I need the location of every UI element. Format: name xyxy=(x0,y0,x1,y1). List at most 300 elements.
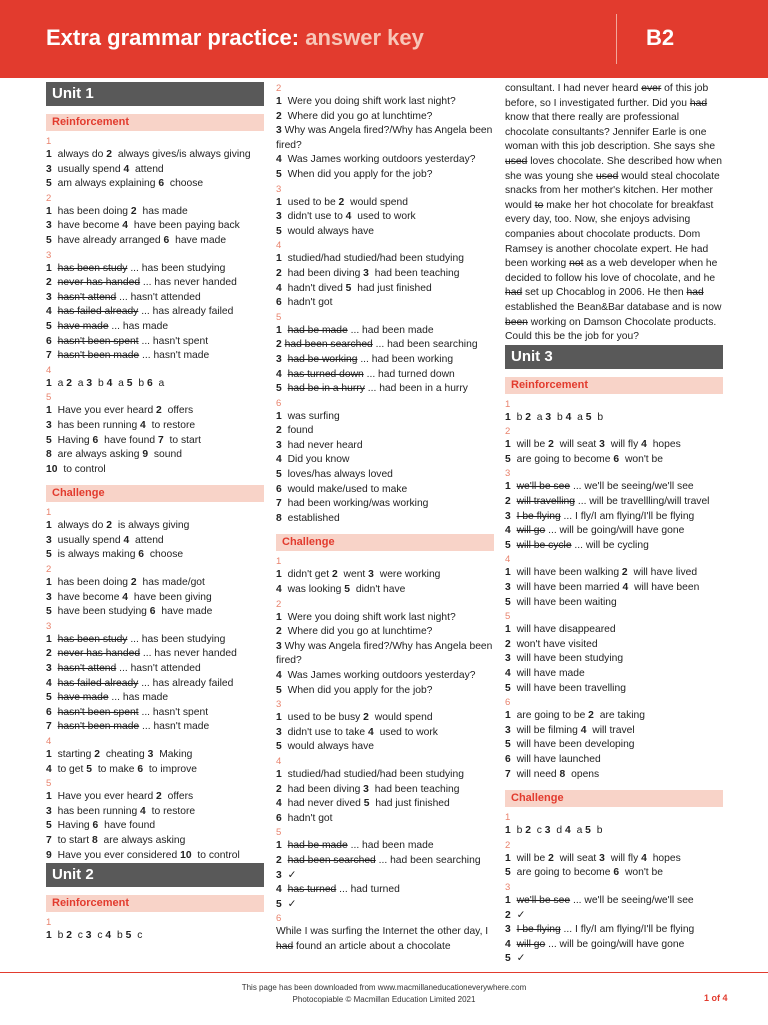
correction-text: ... had turned down xyxy=(363,368,455,380)
answer-text: won't be xyxy=(622,867,663,879)
correction-text: ... I fly/I am flying/I'll be flying xyxy=(560,510,695,522)
paragraph-text: established the Bean&Bar database and is now xyxy=(505,301,722,313)
answer-line xyxy=(46,419,264,434)
answer-line xyxy=(46,591,264,606)
answer-text: would make/used to make xyxy=(284,483,408,495)
crossed-out-error: I be flying xyxy=(516,510,561,522)
exercise-number: 2 xyxy=(505,839,511,851)
answer-text: d xyxy=(553,825,565,837)
item-number: 4 xyxy=(367,726,374,738)
paragraph-text: While I was surfing the Internet the other day, I xyxy=(276,926,489,938)
item-number: 1 xyxy=(46,633,52,645)
exercise-number: 3 xyxy=(505,468,511,480)
answer-text: was looking xyxy=(284,584,345,596)
item-number: 2 xyxy=(525,825,531,837)
answer-text: hopes xyxy=(649,852,681,864)
item-number: 2 xyxy=(525,411,531,423)
item-number: 4 xyxy=(276,798,282,810)
answer-text: didn't get xyxy=(284,569,332,581)
answer-text: a xyxy=(573,825,586,837)
answer-line xyxy=(46,748,264,763)
exercise-number: 1 xyxy=(276,556,282,568)
answer-text: have made xyxy=(172,234,227,246)
unit-heading: Unit 3 xyxy=(505,345,723,369)
exercise-number: 2 xyxy=(276,598,282,610)
item-number: 10 xyxy=(46,463,58,475)
unit-heading: Unit 2 xyxy=(46,863,264,887)
exercise-number: 2 xyxy=(46,564,52,576)
crossed-out-error: hasn't been spent xyxy=(57,335,139,347)
crossed-out-error: had be made xyxy=(287,840,348,852)
answer-line xyxy=(46,834,264,849)
answer-line xyxy=(276,497,494,512)
header-banner xyxy=(0,0,768,78)
exercise-number: 1 xyxy=(46,917,52,929)
header-divider xyxy=(616,14,617,64)
answer-text: used to be busy xyxy=(284,712,364,724)
exercise-number: 1 xyxy=(46,507,52,519)
answer-line xyxy=(276,153,494,168)
answer-text: c xyxy=(94,930,106,942)
crossed-out-error: had been searched xyxy=(284,339,373,351)
answer-text: usually spend xyxy=(54,163,124,175)
answer-line xyxy=(276,625,494,640)
item-number: 4 xyxy=(276,368,282,380)
answer-text: cheating xyxy=(102,749,148,760)
item-number: 3 xyxy=(544,825,551,837)
item-number: 4 xyxy=(46,306,52,318)
answer-line xyxy=(276,611,494,626)
answer-line xyxy=(276,684,494,699)
answer-text: has been running xyxy=(54,805,141,817)
item-number: 5 xyxy=(505,596,511,608)
item-number: 5 xyxy=(276,741,282,753)
answer-line xyxy=(46,276,264,291)
item-number: 8 xyxy=(559,768,566,780)
exercise-number: 6 xyxy=(276,913,282,925)
exercise-number: 5 xyxy=(505,611,511,623)
answer-text: sound xyxy=(151,449,182,461)
item-number: 3 xyxy=(46,663,52,675)
answer-line xyxy=(505,652,723,667)
answer-text: attend xyxy=(132,163,164,175)
correction-text: ... hasn't spent xyxy=(138,706,209,718)
item-number: 2 xyxy=(276,339,282,351)
paragraph-text: loves chocolate. She described how when she was young she xyxy=(505,155,722,182)
answer-text: attend xyxy=(132,534,164,546)
answer-text: studied/had studied/had been studying xyxy=(284,768,464,780)
item-number: 6 xyxy=(276,297,282,309)
item-number: 7 xyxy=(157,434,164,446)
crossed-out-error: has turned down xyxy=(287,368,364,380)
item-number: 4 xyxy=(622,582,629,594)
correction-text: ... had been searching xyxy=(372,339,478,351)
answer-line xyxy=(505,438,723,453)
answer-line xyxy=(46,849,264,864)
answer-line xyxy=(276,768,494,783)
item-number: 5 xyxy=(344,584,350,596)
item-number: 8 xyxy=(91,834,98,846)
item-number: 1 xyxy=(46,377,52,389)
answer-text: had been teaching xyxy=(371,783,460,795)
answer-text: Were you doing shift work last night? xyxy=(284,96,456,107)
item-number: 3 xyxy=(276,869,282,881)
answer-line xyxy=(276,168,494,183)
item-number: 5 xyxy=(345,282,352,294)
item-number: 1 xyxy=(276,768,282,780)
paragraph-text: consultant. I had never heard xyxy=(505,83,642,94)
item-number: 5 xyxy=(46,549,52,561)
level-badge: B2 xyxy=(646,25,675,50)
item-number: 3 xyxy=(46,805,52,817)
exercise-number: 4 xyxy=(46,736,52,747)
answer-line xyxy=(276,410,494,425)
exercise-number: 6 xyxy=(505,697,511,709)
answer-line xyxy=(46,677,264,692)
answer-text: will be xyxy=(513,439,549,451)
answer-text: b xyxy=(513,411,526,423)
answer-text: will have been xyxy=(631,582,700,594)
answer-line xyxy=(276,110,494,125)
answer-text: b xyxy=(594,411,604,423)
item-number: 2 xyxy=(505,909,511,921)
answer-text: b xyxy=(114,930,126,942)
answer-line xyxy=(276,711,494,726)
answer-text: used to work xyxy=(354,211,416,223)
item-number: 5 xyxy=(276,225,282,237)
answer-text: had never dived xyxy=(284,798,364,810)
paragraph-text: make her hot chocolate for breakfast every day, too. Now, she enjoys advising companies about chocolate products. Dom Ramsey is another chocolate expert. He had been working xyxy=(505,199,714,270)
item-number: 5 xyxy=(505,453,511,465)
correction-text: ... had turned xyxy=(336,884,400,896)
answer-line xyxy=(46,463,264,478)
unit-heading: Unit 1 xyxy=(46,82,264,106)
item-number: 5 xyxy=(276,684,282,696)
correction-text: ... I fly/I am flying/I'll be flying xyxy=(560,924,695,936)
item-number: 3 xyxy=(505,653,511,665)
answer-text: is always giving xyxy=(114,520,190,532)
item-number: 3 xyxy=(147,749,154,760)
answer-line xyxy=(276,368,494,383)
answer-line xyxy=(276,898,494,913)
answer-line xyxy=(505,539,723,554)
item-number: 1 xyxy=(276,840,282,852)
item-number: 4 xyxy=(276,454,282,466)
answer-line xyxy=(46,434,264,449)
item-number: 6 xyxy=(276,812,282,824)
exercise-number: 1 xyxy=(505,398,511,410)
answer-text: to improve xyxy=(146,763,197,775)
answer-text: used to be xyxy=(284,196,339,208)
item-number: 3 xyxy=(46,163,52,175)
answer-text: to control xyxy=(60,463,106,475)
answer-text: are taking xyxy=(596,710,645,722)
answer-text: had just finished xyxy=(372,798,450,810)
item-number: 3 xyxy=(599,852,605,864)
item-number: 3 xyxy=(86,377,93,389)
answer-line xyxy=(276,353,494,368)
answer-text: will travel xyxy=(589,724,635,736)
answer-text: a xyxy=(533,411,546,423)
answer-line xyxy=(276,267,494,282)
answer-column-1 xyxy=(46,82,264,944)
exercise-number: 5 xyxy=(276,311,282,323)
answer-line xyxy=(46,534,264,549)
answer-text: have been giving xyxy=(131,591,212,603)
crossed-out-word: had xyxy=(686,287,704,299)
answer-text: Were you doing shift work last night? xyxy=(284,611,456,623)
answer-line xyxy=(276,453,494,468)
answer-text: would always have xyxy=(284,741,375,753)
item-number: 1 xyxy=(276,196,282,208)
item-number: 1 xyxy=(46,930,52,942)
answer-line xyxy=(46,219,264,234)
item-number: 4 xyxy=(641,852,647,864)
item-number: 3 xyxy=(505,582,511,594)
answer-text: to restore xyxy=(148,419,196,431)
answer-line xyxy=(505,894,723,909)
item-number: 2 xyxy=(331,569,338,581)
item-number: 4 xyxy=(505,938,511,950)
answer-text: have found xyxy=(101,434,158,446)
item-number: 6 xyxy=(137,763,144,775)
answer-text: offers xyxy=(164,791,194,803)
item-number: 5 xyxy=(276,383,282,395)
item-number: 1 xyxy=(276,410,282,422)
answer-line xyxy=(276,225,494,240)
item-number: 5 xyxy=(46,606,52,618)
item-number: 3 xyxy=(46,291,52,303)
item-number: 1 xyxy=(505,825,511,837)
correction-text: ... we'll be seeing/we'll see xyxy=(570,894,694,906)
answer-line xyxy=(46,349,264,364)
correction-text: ... has already failed xyxy=(138,677,234,689)
answer-line xyxy=(505,852,723,867)
answer-text: Have you ever heard xyxy=(54,405,157,417)
item-number: 1 xyxy=(276,712,282,724)
footer-download-note: This page has been downloaded from www.macmillaneducationeverywhere.com xyxy=(241,983,527,992)
answer-line xyxy=(276,512,494,527)
answer-text: a xyxy=(54,377,67,389)
answer-text: Why was Angela fired?/Why has Angela been fired? xyxy=(276,640,493,667)
item-number: 3 xyxy=(276,125,282,137)
section-heading: Reinforcement xyxy=(505,377,723,394)
answer-text: are going to become xyxy=(513,453,614,465)
item-number: 2 xyxy=(548,439,554,451)
answer-text: will be xyxy=(513,852,549,864)
item-number: 2 xyxy=(156,791,162,803)
item-number: 5 xyxy=(46,692,52,704)
answer-text: to restore xyxy=(148,805,196,817)
answer-text: had been diving xyxy=(284,783,364,795)
item-number: 3 xyxy=(276,439,282,451)
answer-text: studied/had studied/had been studying xyxy=(284,253,464,265)
answer-text: will have been married xyxy=(513,582,623,594)
answer-line xyxy=(505,824,723,839)
answer-text: c xyxy=(533,825,545,837)
item-number: 1 xyxy=(276,96,282,107)
answer-line xyxy=(46,163,264,178)
answer-text: Having xyxy=(54,820,93,832)
answer-text: are always asking xyxy=(100,834,186,846)
answer-line xyxy=(276,797,494,812)
item-number: 3 xyxy=(85,930,92,942)
correction-text: ... has been studying xyxy=(127,633,226,645)
answer-text: Why was Angela fired?/Why has Angela been fired? xyxy=(276,125,493,151)
answer-text: will have disappeared xyxy=(513,624,616,636)
crossed-out-error: have made xyxy=(57,692,109,704)
answer-text: have been paying back xyxy=(131,220,240,232)
answer-text: established xyxy=(284,512,340,524)
crossed-out-word: used xyxy=(505,155,528,167)
item-number: 2 xyxy=(338,196,345,208)
exercise-number: 3 xyxy=(505,881,511,893)
answer-text: will have been walking xyxy=(513,567,622,579)
answer-line xyxy=(46,519,264,534)
page-number: 1 of 4 xyxy=(704,993,728,1003)
answer-text: to start xyxy=(54,834,92,846)
answer-text: will fly xyxy=(607,852,642,864)
crossed-out-word: ever xyxy=(641,83,662,94)
answer-line xyxy=(46,177,264,192)
crossed-out-error: had be working xyxy=(287,353,358,365)
answer-text: When did you apply for the job? xyxy=(284,168,433,180)
correction-text: ... had been searching xyxy=(375,854,481,866)
answer-text: would always have xyxy=(284,225,375,237)
answer-line xyxy=(276,338,494,353)
exercise-number: 4 xyxy=(46,364,52,376)
answer-line xyxy=(46,647,264,662)
answer-text: always do xyxy=(54,149,107,160)
crossed-out-error: had be made xyxy=(287,324,348,336)
item-number: 3 xyxy=(276,353,282,365)
item-number: 7 xyxy=(46,834,52,846)
answer-text: am always explaining xyxy=(54,178,159,190)
answer-line xyxy=(276,196,494,211)
item-number: 4 xyxy=(46,677,52,689)
item-number: 3 xyxy=(46,220,52,232)
answer-line xyxy=(276,124,494,153)
correction-text: ... had been in a hurry xyxy=(364,383,468,395)
crossed-out-error: has turned xyxy=(287,884,337,896)
answer-line xyxy=(46,790,264,805)
item-number: 2 xyxy=(106,149,112,160)
correction-text: ... hasn't attended xyxy=(116,663,201,675)
item-number: 7 xyxy=(505,768,511,780)
correction-text: ... will be travellling/will travel xyxy=(574,496,710,508)
crossed-out-error: we'll be see xyxy=(516,481,571,493)
answer-text: a xyxy=(155,377,165,389)
item-number: 9 xyxy=(46,849,52,861)
correction-text: ... has never handed xyxy=(140,277,237,289)
answer-text: was surfing xyxy=(284,410,340,422)
answer-line xyxy=(505,724,723,739)
item-number: 3 xyxy=(276,211,282,223)
answer-line xyxy=(276,382,494,397)
answer-text: are always asking xyxy=(54,449,143,461)
answer-line xyxy=(505,510,723,525)
item-number: 4 xyxy=(505,668,511,679)
answer-text: a xyxy=(115,377,127,389)
footer xyxy=(0,972,768,1025)
item-number: 5 xyxy=(46,320,52,332)
section-heading: Reinforcement xyxy=(46,895,264,912)
item-number: 1 xyxy=(46,262,52,274)
answer-text: won't be xyxy=(622,453,663,465)
answer-text: ✓ xyxy=(284,898,297,910)
answer-text: has made xyxy=(139,205,188,217)
crossed-out-error: has been study xyxy=(57,633,128,645)
item-number: 5 xyxy=(126,377,133,389)
answer-text: had been diving xyxy=(284,267,364,279)
item-number: 3 xyxy=(46,591,52,603)
crossed-out-error: will go xyxy=(516,938,546,950)
answer-text: b xyxy=(554,411,566,423)
answer-line xyxy=(276,252,494,267)
item-number: 5 xyxy=(276,469,282,481)
answer-text: will have been waiting xyxy=(513,596,617,608)
crossed-out-error: hasn't been made xyxy=(57,350,140,362)
item-number: 1 xyxy=(276,253,282,265)
paragraph-text: would steal chocolate snacks from her mother's kitchen. Her mother would xyxy=(505,170,720,211)
item-number: 1 xyxy=(505,894,511,906)
item-number: 3 xyxy=(363,783,369,795)
answer-line xyxy=(46,234,264,249)
item-number: 4 xyxy=(564,825,571,837)
item-number: 6 xyxy=(149,606,156,618)
item-number: 1 xyxy=(46,149,52,160)
answer-line xyxy=(276,468,494,483)
item-number: 3 xyxy=(46,419,52,431)
answer-line xyxy=(46,448,264,463)
item-number: 3 xyxy=(505,924,511,936)
crossed-out-error: will be cycle xyxy=(516,539,572,551)
answer-text: didn't have xyxy=(353,584,406,596)
exercise-number: 4 xyxy=(276,240,282,252)
answer-text: had been working/was working xyxy=(284,498,429,510)
answer-text: are going to be xyxy=(513,710,589,722)
answer-line xyxy=(276,95,494,110)
item-number: 8 xyxy=(276,512,282,524)
item-number: 1 xyxy=(46,205,52,217)
correction-text: ... has made xyxy=(108,692,169,704)
answer-line xyxy=(276,424,494,439)
crossed-out-word: had xyxy=(505,287,523,299)
answer-column-3 xyxy=(505,82,723,967)
item-number: 2 xyxy=(548,852,554,864)
answer-text: Where did you go at lunchtime? xyxy=(284,110,433,122)
answer-line xyxy=(46,691,264,706)
answer-text: b xyxy=(95,377,107,389)
item-number: 2 xyxy=(66,377,72,389)
correction-text: ... had been made xyxy=(347,840,434,852)
answer-text: will be filming xyxy=(513,724,581,736)
crossed-out-error: hasn't been made xyxy=(57,721,140,733)
item-number: 7 xyxy=(46,350,52,362)
item-number: 2 xyxy=(276,854,282,866)
answer-line xyxy=(46,205,264,220)
item-number: 5 xyxy=(505,682,511,694)
item-number: 2 xyxy=(46,277,52,289)
item-number: 3 xyxy=(505,724,511,736)
answer-text: has been running xyxy=(54,419,141,431)
item-number: 6 xyxy=(138,549,145,561)
answer-line xyxy=(276,583,494,598)
answer-text: choose xyxy=(167,178,204,190)
item-number: 2 xyxy=(276,626,282,638)
item-number: 2 xyxy=(276,110,282,122)
answer-text: to control xyxy=(194,849,240,861)
